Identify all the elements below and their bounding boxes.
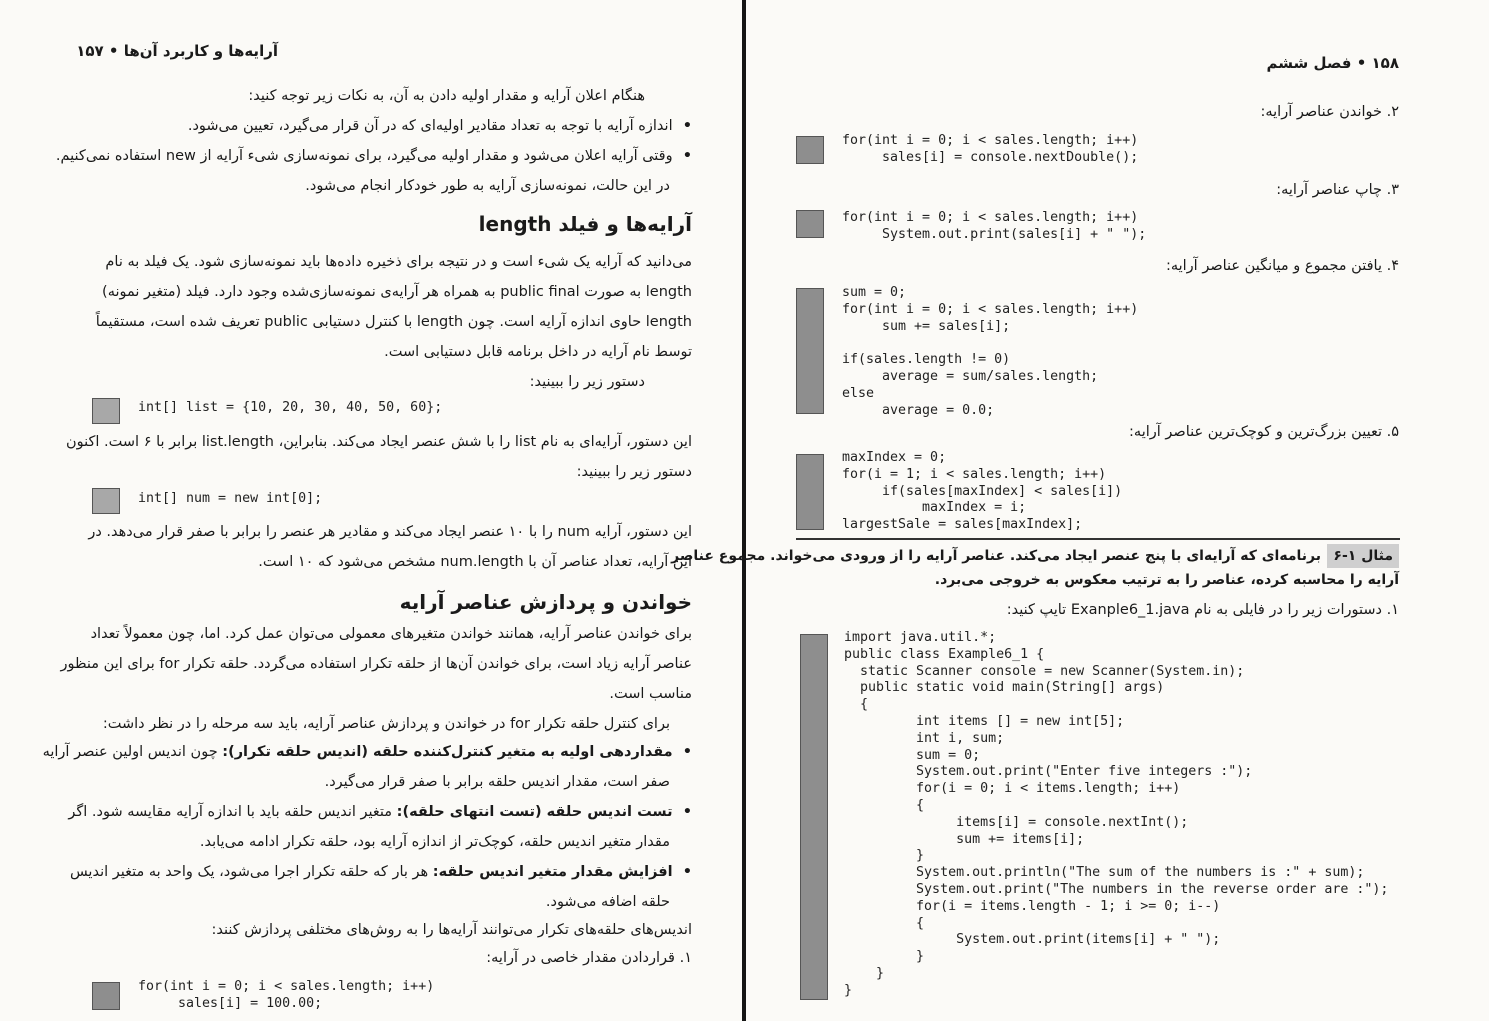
loop-outro: اندیس‌های حلقه‌های تکرار می‌توانند آرایه‌ها را به روش‌های مختلفی پردازش کنند:	[211, 922, 692, 938]
after-code1-line-2: دستور زیر را ببینید:	[576, 464, 692, 480]
code-marker	[800, 634, 828, 1000]
bullet-dot: •	[672, 148, 692, 164]
page-gutter	[742, 0, 746, 1021]
item-3: ۳. چاپ عناصر آرایه:	[1276, 182, 1399, 198]
section2-line-2: عناصر آرایه زیاد است، برای خواندن آن‌ها از حلقه تکرار استفاده می‌گردد. حلقه تکرار for برای این منظور	[60, 656, 692, 672]
code-block-list: int[] list = {10, 20, 30, 40, 50, 60};	[138, 400, 443, 415]
step-bold: تست اندیس حلقه (تست انتهای حلقه):	[396, 804, 673, 820]
bullet-2-cont: در این حالت، نمونه‌سازی آرایه به طور خودکار انجام می‌شود.	[305, 178, 670, 194]
code-marker	[92, 982, 120, 1010]
see-command-1: دستور زیر را ببینید:	[529, 374, 645, 390]
code-block-print: for(int i = 0; i < sales.length; i++) System.out.print(sales[i] + " ");	[842, 210, 1147, 242]
item-5: ۵. تعیین بزرگ‌ترین و کوچک‌ترین عناصر آرایه:	[1129, 424, 1399, 440]
step-1	[43, 744, 692, 760]
bullet-dot: •	[672, 804, 692, 820]
step-text: هر بار که حلقه تکرار اجرا می‌شود، یک واحد به متغیر اندیس	[69, 864, 433, 880]
bullet-dot: •	[672, 118, 692, 134]
section1-line-1: می‌دانید که آرایه یک شیء است و در نتیجه برای ذخیره داده‌ها باید نمونه‌سازی شود. یک فیلد به نام	[105, 254, 692, 270]
item-1: ۱. قراردادن مقدار خاصی در آرایه:	[486, 950, 692, 966]
left-page	[0, 0, 740, 1021]
code-marker	[796, 210, 824, 238]
bullet-dot: •	[672, 744, 692, 760]
section1-line-2: length به صورت public final به همراه هر آرایه‌ی نمونه‌سازی‌شده وجود دارد. فیلد (متغیر نمونه)	[102, 284, 692, 300]
code-block-num: int[] num = new int[0];	[138, 491, 323, 506]
code-block-program: import java.util.*; public class Example6_1 { static Scanner console = new Scanner(System.in); public static void main(String[] args) { int items [] = new int[5]; int i, sum; sum = 0; System.out.print("Enter five integers :"); for(i = 0; i < items.length; i++) { items[i] = console.nextInt(); sum += items[i]; } System.out.println("The sum of the numbers is :" + sum); System.out.print("The numbers in the reverse order are :"); for(i = items.length - 1; i >= 0; i--) { System.out.print(items[i] + " "); } } }	[844, 630, 1389, 998]
step-3	[70, 864, 692, 880]
step-text: متغیر اندیس حلقه باید با اندازه آرایه مقایسه شود. اگر	[68, 804, 397, 820]
example-description-1: برنامه‌ای که آرایه‌ای با پنج عنصر ایجاد می‌کند. عناصر آرایه را از ورودی می‌خواند. مجموع عناصر	[671, 548, 1321, 564]
code-block-sum: sum = 0; for(int i = 0; i < sales.length; i++) sum += sales[i]; if(sales.length != 0) average = sum/sales.length; else average = 0.0;	[842, 285, 1139, 418]
step-bold: مقداردهی اولیه به متغیر کنترل‌کننده حلقه (اندیس حلقه تکرار):	[222, 744, 673, 760]
code-block-max: maxIndex = 0; for(i = 1; i < sales.length; i++) if(sales[maxIndex] < sales[i]) maxIndex = i; largestSale = sales[maxIndex];	[842, 450, 1123, 533]
section2-line-1: برای خواندن عناصر آرایه، همانند خواندن متغیرهای معمولی می‌توان عمل کرد. اما، چون معمولاً تعداد	[90, 626, 692, 642]
item-4: ۴. یافتن مجموع و میانگین عناصر آرایه:	[1165, 258, 1399, 274]
right-page-header: ۱۵۸ • فصل ششم	[1266, 54, 1399, 72]
bullet-text: وقتی آرایه اعلان می‌شود و مقدار اولیه می‌گیرد، برای نمونه‌سازی شیء آرایه از new استفاده نمی‌کنیم.	[55, 148, 673, 164]
code-marker	[92, 398, 120, 424]
code-marker	[796, 454, 824, 530]
after-code1-line-1: این دستور، آرایه‌ای به نام list را با شش عنصر ایجاد می‌کند. بنابراین، list.length برابر با ۶ است. اکنون	[65, 434, 692, 450]
code-block-read: for(int i = 0; i < sales.length; i++) sales[i] = console.nextDouble();	[842, 133, 1139, 165]
left-page-header: آرایه‌ها و کاربرد آن‌ها • ۱۵۷	[76, 42, 278, 60]
bullet-dot: •	[672, 864, 692, 880]
step-3-cont: حلقه اضافه می‌شود.	[545, 894, 670, 910]
loop-intro: برای کنترل حلقه تکرار for در خواندن و پردازش عناصر آرایه، باید سه مرحله را در نظر داشت:	[102, 716, 670, 732]
code-marker	[92, 488, 120, 514]
step-2-cont: مقدار متغیر اندیس حلقه، کوچک‌تر از اندازه آرایه بود، حلقه تکرار ادامه می‌یابد.	[199, 834, 670, 850]
section-title-reading: خواندن و پردازش عناصر آرایه	[399, 590, 692, 614]
code-marker	[796, 136, 824, 164]
example-rule	[796, 538, 1400, 540]
step-2	[68, 804, 692, 820]
section2-line-3: مناسب است.	[609, 686, 692, 702]
step-1-cont: صفر است، مقدار اندیس حلقه برابر با صفر قرار می‌گیرد.	[324, 774, 670, 790]
example-label: مثال ۱-۶	[1327, 544, 1399, 568]
after-code2-line-2: این آرایه، تعداد عناصر آن با num.length مشخص می‌شود که ۱۰ است.	[258, 554, 692, 570]
section-title-length: آرایه‌ها و فیلد length	[478, 212, 692, 236]
item-2: ۲. خواندن عناصر آرایه:	[1260, 104, 1399, 120]
bullet-1	[188, 118, 692, 134]
step-instruction: ۱. دستورات زیر را در فایلی به نام Exanple6_1.java تایپ کنید:	[1006, 602, 1399, 618]
section1-line-4: توسط نام آرایه در داخل برنامه قابل دستیابی است.	[384, 344, 692, 360]
bullet-text: اندازه آرایه با توجه به تعداد مقادیر اولیه‌ای که در آن قرار می‌گیرد، تعیین می‌شود.	[187, 118, 673, 134]
after-code2-line-1: این دستور، آرایه num را با ۱۰ عنصر ایجاد می‌کند و مقادیر هر عنصر را برابر با صفر قرار می‌دهد. در	[88, 524, 692, 540]
bullet-2	[56, 148, 692, 164]
code-block-fill: for(int i = 0; i < sales.length; i++) sales[i] = 100.00;	[138, 979, 435, 1011]
right-page	[671, 0, 1489, 1021]
section1-line-3: length حاوی اندازه آرایه است. چون length با کنترل دستیابی public تعریف شده است، مستقیماً	[95, 314, 692, 330]
example-description-2: آرایه را محاسبه کرده، عناصر را به ترتیب معکوس به خروجی می‌برد.	[934, 572, 1399, 588]
step-text: چون اندیس اولین عنصر آرایه	[42, 744, 223, 760]
intro-text: هنگام اعلان آرایه و مقدار اولیه دادن به آن، به نکات زیر توجه کنید:	[248, 88, 645, 104]
step-bold: افزایش مقدار متغیر اندیس حلقه:	[432, 864, 673, 880]
code-marker	[796, 288, 824, 414]
